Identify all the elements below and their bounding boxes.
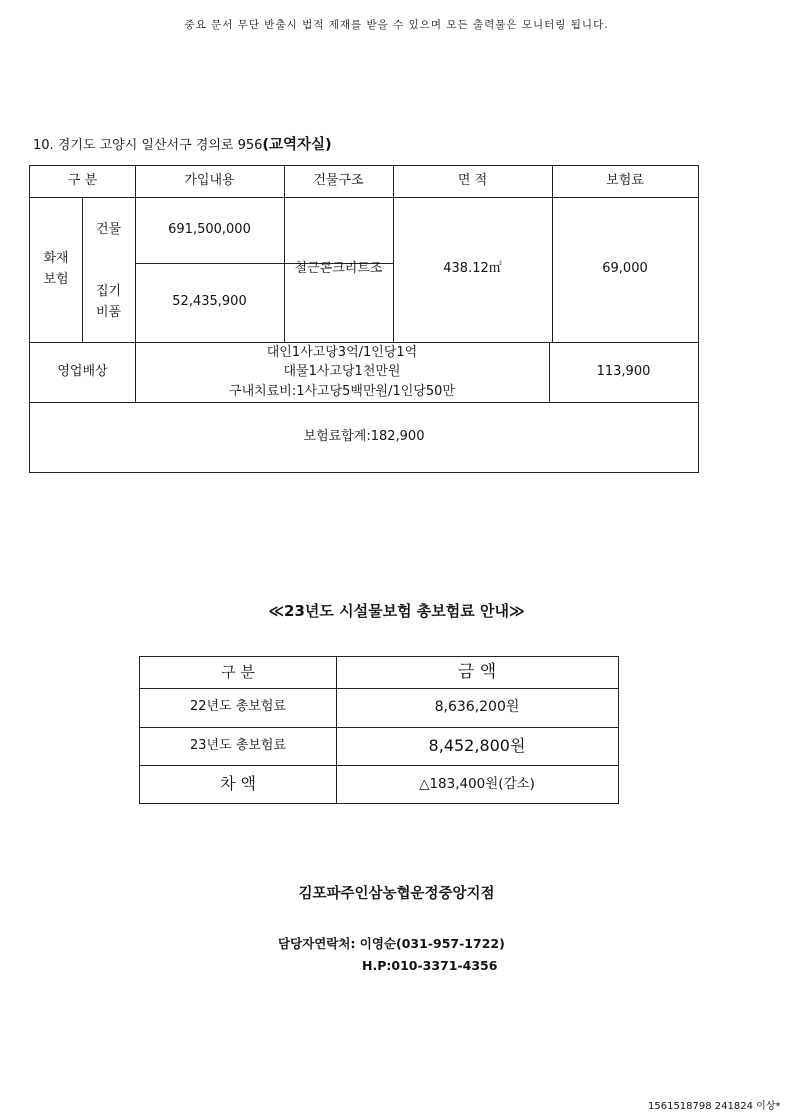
liability-premium: 113,900 <box>596 363 651 379</box>
branch-name: 김포파주인삼농협운정중앙지점 <box>298 886 495 902</box>
section2-title: ≪23년도 시설물보험 총보험료 안내≫ <box>268 602 525 620</box>
section1-title <box>33 133 332 154</box>
liability-line1: 대인1사고당3억/1인당1억 <box>266 344 418 360</box>
liability-line3: 구내치료비:1사고당5백만원/1인당50만 <box>229 383 455 399</box>
fire-premium: 69,000 <box>602 261 648 277</box>
liability-label: 영업배상 <box>57 363 108 379</box>
building-label: 건물 <box>95 221 122 237</box>
floor-area: 438.12㎡ <box>443 261 502 277</box>
fire-label-line2: 보험 <box>43 271 69 287</box>
t2-header-amount: 금 액 <box>457 662 497 683</box>
section1-address: 10. 경기도 고양시 일산서구 경의로 956 <box>33 138 263 153</box>
fixtures-amount: 52,435,900 <box>172 294 247 310</box>
building-amount: 691,500,000 <box>168 221 251 237</box>
row-23-label: 23년도 총보험료 <box>189 737 287 753</box>
header-area: 면 적 <box>457 173 488 189</box>
contact-phone: H.P:010-3371-4356 <box>362 958 498 973</box>
confidential-notice: 중요 문서 무단 반출시 법적 제재를 받을 수 있으며 모든 출력물은 모니터링 됩니다. <box>184 19 609 31</box>
contact-person: 담당자연락처: 이영순(031-957-1722) <box>278 936 505 951</box>
t2-header-category: 구 분 <box>221 662 255 681</box>
header-coverage: 가입내용 <box>184 173 235 189</box>
fire-label-line1: 화재 <box>43 251 69 267</box>
fixtures-label <box>82 263 135 342</box>
section1-room: (교역자실) <box>262 137 332 153</box>
insurance-detail-table <box>29 165 699 473</box>
fixtures-label-line1: 집기 <box>95 284 122 300</box>
diff-value: △183,400원(감소) <box>419 775 535 792</box>
total-premium-table <box>139 656 619 804</box>
header-premium: 보험료 <box>606 173 644 189</box>
row-22-label: 22년도 총보험료 <box>189 699 287 715</box>
row-23-value: 8,452,800원 <box>428 735 526 755</box>
row-22-value: 8,636,200원 <box>434 698 520 715</box>
fixtures-label-line2: 비품 <box>95 304 122 320</box>
document-footer-id: 1561518798 241824 이상* <box>648 1101 781 1112</box>
header-structure: 건물구조 <box>313 173 364 189</box>
liability-coverage <box>135 342 549 402</box>
fire-insurance-label <box>30 197 82 342</box>
building-structure: 철근콘크리트조 <box>294 261 383 277</box>
header-category: 구 분 <box>67 173 98 189</box>
liability-line2: 대물1사고당1천만원 <box>283 364 401 380</box>
diff-label: 차 액 <box>220 773 256 793</box>
premium-total: 보험료합계:182,900 <box>303 428 425 444</box>
